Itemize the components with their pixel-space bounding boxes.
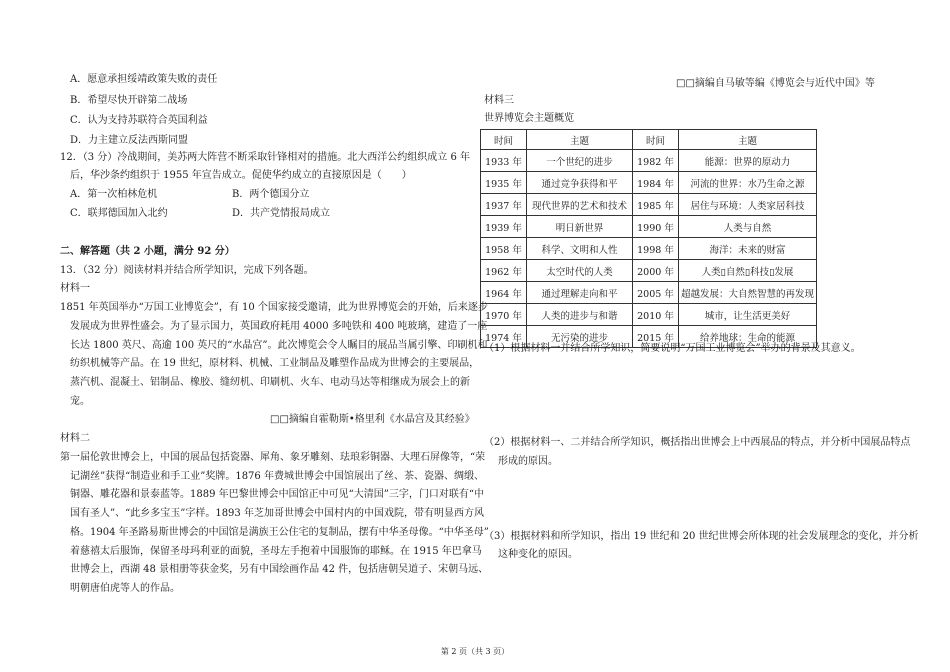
q12-option-a: A．第一次柏林危机 [70, 189, 158, 200]
material2-source: □□摘编自马敏等编《博览会与近代中国》等 [676, 78, 875, 89]
material3-label: 材料三 [484, 95, 514, 106]
table-title: 世界博览会主题概览 [484, 113, 574, 124]
table-row [481, 282, 817, 304]
cell-theme: 一个世纪的进步 [527, 150, 633, 172]
material2-line: 国有圣人”、“此乡多宝玉”字样。1893 年芝加哥世博会中国村内的中国戏院，带有明显西方风 [70, 508, 484, 519]
material1-source: □□摘编自霍勒斯•格里利《水晶宫及其经验》 [270, 414, 475, 425]
material1-label: 材料一 [60, 283, 90, 294]
material2-line: 记湖丝”获得“制造业和手工业”奖牌。1876 年费城世博会中国馆展出了丝、茶、瓷器、绸缎、 [70, 471, 484, 482]
cell-theme: 海洋：未来的财富 [679, 238, 817, 260]
header-theme: 主题 [527, 130, 633, 150]
cell-year: 1937 年 [481, 194, 527, 216]
material1-line: 1851 年英国举办“万国工业博览会”，有 10 个国家接受邀请，此为世界博览会的开始，后来逐步 [60, 302, 488, 313]
q12-option-b: B．两个德国分立 [232, 189, 310, 200]
cell-year: 1982 年 [633, 150, 679, 172]
q13-stem: 13．（32 分）阅读材料并结合所学知识，完成下列各题。 [60, 265, 314, 276]
cell-year: 1962 年 [481, 260, 527, 282]
material1-line: 宠。 [70, 396, 90, 407]
table-row [481, 194, 817, 216]
material2-line: 着慈禧太后服饰，保留圣母玛利亚的面貌，圣母左手抱着中国服饰的耶稣。在 1915 年巴拿马 [70, 546, 482, 557]
q11-option-a: A．愿意承担绥靖政策失败的责任 [70, 74, 218, 85]
material1-line: 蒸汽机、混凝土、铝制品、橡胶、缝纫机、印刷机、火车、电动马达等相继成为展会上的新 [70, 377, 470, 388]
q11-option-d: D．力主建立反法西斯同盟 [70, 135, 189, 146]
sub-question-1: （1）根据材料一并结合所学知识，简要说明“万国工业博览会”举办的背景及其意义。 [484, 343, 861, 354]
page-footer: 第 2 页（共 3 页） [440, 647, 510, 656]
cell-year: 1985 年 [633, 194, 679, 216]
cell-theme: 河流的世界：水乃生命之源 [679, 172, 817, 194]
sub-question-3-line2: 这种变化的原因。 [498, 549, 578, 560]
cell-year: 2005 年 [633, 282, 679, 304]
table-row [481, 260, 817, 282]
cell-theme: 太空时代的人类 [527, 260, 633, 282]
cell-theme: 无污染的进步 [527, 326, 633, 348]
cell-year: 2010 年 [633, 304, 679, 326]
cell-theme: 明日新世界 [527, 216, 633, 238]
q11-option-c: C．认为支持苏联符合英国利益 [70, 115, 208, 126]
table-row [481, 238, 817, 260]
material2-label: 材料二 [60, 433, 90, 444]
cell-theme: 城市，让生活更美好 [679, 304, 817, 326]
cell-theme: 超越发展：大自然智慧的再发现 [679, 282, 817, 304]
cell-year: 1990 年 [633, 216, 679, 238]
material2-line: 格。1904 年圣路易斯世博会的中国馆是满族王公住宅的复制品，摆有中华圣母像。“中华圣母” [70, 527, 489, 538]
cell-theme: 能源：世界的原动力 [679, 150, 817, 172]
expo-theme-table [480, 129, 817, 348]
section-title: 二、解答题（共 2 小题，满分 92 分） [60, 246, 235, 257]
table-row [481, 172, 817, 194]
cell-year: 1939 年 [481, 216, 527, 238]
cell-year: 1974 年 [481, 326, 527, 348]
cell-year: 1998 年 [633, 238, 679, 260]
cell-year: 1970 年 [481, 304, 527, 326]
material2-line: 世博会上，西湖 48 景相册等获金奖，另有中国绘画作品 42 件，包括唐朝吴道子、宋朝马远、 [70, 564, 489, 575]
table-row [481, 304, 817, 326]
cell-theme: 科学、文明和人性 [527, 238, 633, 260]
cell-year: 2000 年 [633, 260, 679, 282]
cell-year: 1933 年 [481, 150, 527, 172]
cell-theme: 通过竞争获得和平 [527, 172, 633, 194]
sub-question-3-line1: （3）根据材料和所学知识，指出 19 世纪和 20 世纪世博会所体现的社会发展理念的变化，并分析 [484, 531, 919, 542]
cell-year: 1984 年 [633, 172, 679, 194]
cell-year: 2015 年 [633, 326, 679, 348]
cell-theme: 人类的进步与和谐 [527, 304, 633, 326]
q12-stem-line1: 12．（3 分）冷战期间，美苏两大阵营不断采取针锋相对的措施。北大西洋公约组织成立 6 年 [60, 152, 470, 163]
cell-year: 1958 年 [481, 238, 527, 260]
table-row [481, 150, 817, 172]
q12-stem-line2: 后，华沙条约组织于 1955 年宣告成立。促使华约成立的直接原因是（ ） [70, 170, 412, 181]
cell-theme: 现代世界的艺术和技术 [527, 194, 633, 216]
material2-line: 第一届伦敦世博会上，中国的展品包括瓷器、犀角、象牙雕刻、珐琅彩铜器、大理石屏像等，“荣 [60, 452, 486, 463]
cell-theme: 人类与自然 [679, 216, 817, 238]
cell-theme: 给养地球：生命的能源 [679, 326, 817, 348]
material2-line: 铜器、雕花器和景泰蓝等。1889 年巴黎世博会中国馆正中可见“大清国”三字，门口对联有“中 [70, 489, 484, 500]
cell-theme: 通过理解走向和平 [527, 282, 633, 304]
cell-year: 1964 年 [481, 282, 527, 304]
sub-question-2-line2: 形成的原因。 [498, 456, 558, 467]
cell-theme: 居住与环境：人类家居科技 [679, 194, 817, 216]
q12-option-c: C．联邦德国加入北约 [70, 208, 168, 219]
header-year: 时间 [481, 130, 527, 150]
table-header-row [481, 130, 817, 150]
sub-question-2-line1: （2）根据材料一、二并结合所学知识，概括指出世博会上中西展品的特点，并分析中国展品特点 [484, 437, 911, 448]
q11-option-b: B．希望尽快开辟第二战场 [70, 95, 188, 106]
material2-line: 明朝唐伯虎等人的作品。 [70, 583, 180, 594]
material1-line: 长达 1800 英尺、高逾 100 英尺的“水晶宫”。此次博览会令人瞩目的展品当属引擎、印刷机和 [70, 340, 488, 351]
cell-theme: 人类▯自然▯科技▯发展 [679, 260, 817, 282]
material1-line: 纺织机械等产品。在 19 世纪，原材料、机械、工业制品及雕塑作品成为世博会的主要展品， [70, 358, 480, 369]
table-row [481, 216, 817, 238]
cell-year: 1935 年 [481, 172, 527, 194]
header-theme: 主题 [679, 130, 817, 150]
material1-line: 发展成为世界性盛会。为了显示国力，英国政府耗用 4000 多吨铁和 400 吨玻璃，建造了一座 [70, 321, 488, 332]
header-year: 时间 [633, 130, 679, 150]
q12-option-d: D．共产党情报局成立 [232, 208, 331, 219]
